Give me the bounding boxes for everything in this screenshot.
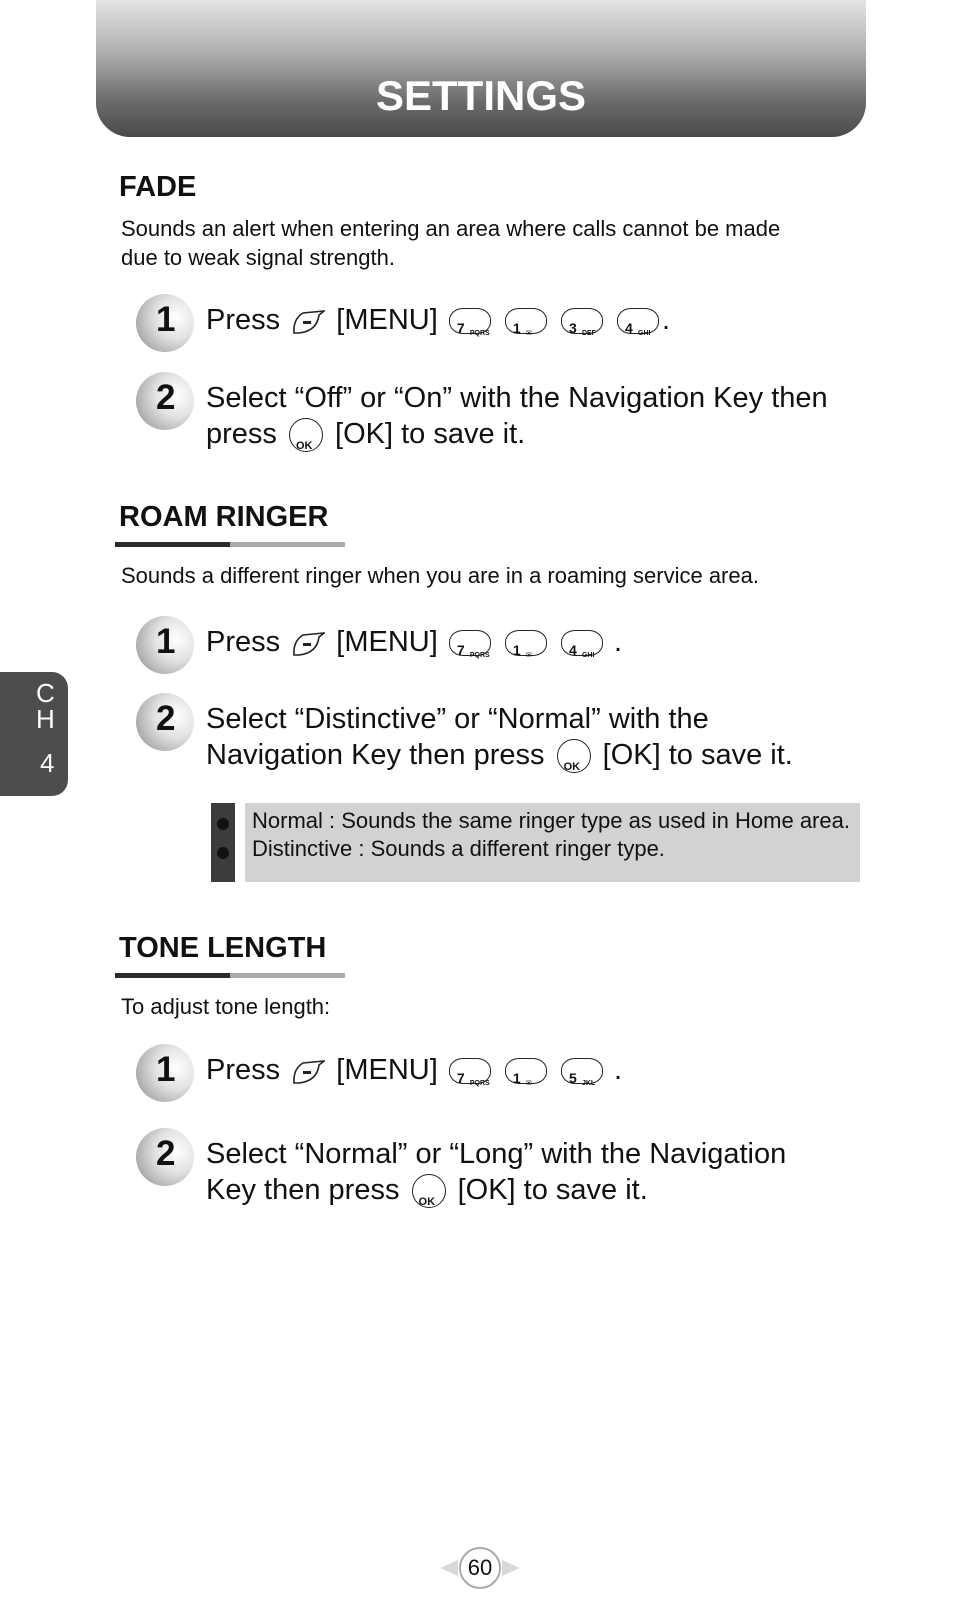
key-5-icon: 5 JKL [561,1058,603,1084]
press-label: Press [206,1054,281,1086]
left-soft-key-icon [291,309,325,333]
step-line: Select “Distinctive” or “Normal” with the [206,703,709,735]
roam-ringer-title: ROAM RINGER [119,501,329,533]
roam-ringer-description: Sounds a different ringer when you are in a roaming service area. [121,563,759,588]
page-header [96,0,866,137]
step-number-badge: 2 [136,693,194,751]
chapter-tab [0,672,68,796]
ok-key-icon: OK [289,418,323,452]
step-line: Select “Normal” or “Long” with the Navigation [206,1138,787,1170]
key-7-icon: 7 PQRS [449,630,491,656]
step-line: Select “Off” or “On” with the Navigation Key then [206,382,828,414]
tone-length-description: To adjust tone length: [121,994,331,1019]
key-1-icon: 1 ✉ [505,308,547,334]
note-normal: Normal : Sounds the same ringer type as used in Home area. [252,808,850,833]
key-4-icon: 4 GHI [617,308,659,334]
fade-description [121,214,780,272]
key-3-icon: 3 DEF [561,308,603,334]
left-soft-key-icon [291,1059,325,1083]
chapter-tab-c: C [36,678,55,708]
chapter-tab-h: H [36,704,55,734]
press-label: Press [206,626,281,658]
page-number: 60 [467,1555,493,1580]
key-7-icon: 7 PQRS [449,308,491,334]
fade-desc-line1: Sounds an alert when entering an area where calls cannot be made [121,216,781,241]
tone-length-title: TONE LENGTH [119,932,327,964]
step-number-badge: 1 [136,294,194,352]
step-number-badge: 1 [136,616,194,674]
chapter-tab-number: 4 [40,748,55,778]
ok-key-icon: OK [557,739,591,773]
bullet-icon [217,847,229,859]
note-distinctive: Distinctive : Sounds a different ringer type. [252,836,665,861]
menu-label: [MENU] [336,1054,438,1086]
menu-label: [MENU] [336,304,438,336]
fade-desc-line2: due to weak signal strength. [121,245,395,270]
bullet-icon [217,818,229,830]
step-number-badge: 1 [136,1044,194,1102]
left-soft-key-icon [291,631,325,655]
fade-title: FADE [119,171,197,203]
page-number-badge [458,1546,502,1590]
step-number-badge: 2 [136,1128,194,1186]
menu-label: [MENU] [336,626,438,658]
page-title: SETTINGS [375,72,587,119]
key-7-icon: 7 PQRS [449,1058,491,1084]
key-4-icon: 4 GHI [561,630,603,656]
ok-key-icon: OK [412,1174,446,1208]
step-number-badge: 2 [136,372,194,430]
key-1-icon: 1 ✉ [505,1058,547,1084]
key-1-icon: 1 ✉ [505,630,547,656]
press-label: Press [206,304,281,336]
note-bar [211,803,235,882]
